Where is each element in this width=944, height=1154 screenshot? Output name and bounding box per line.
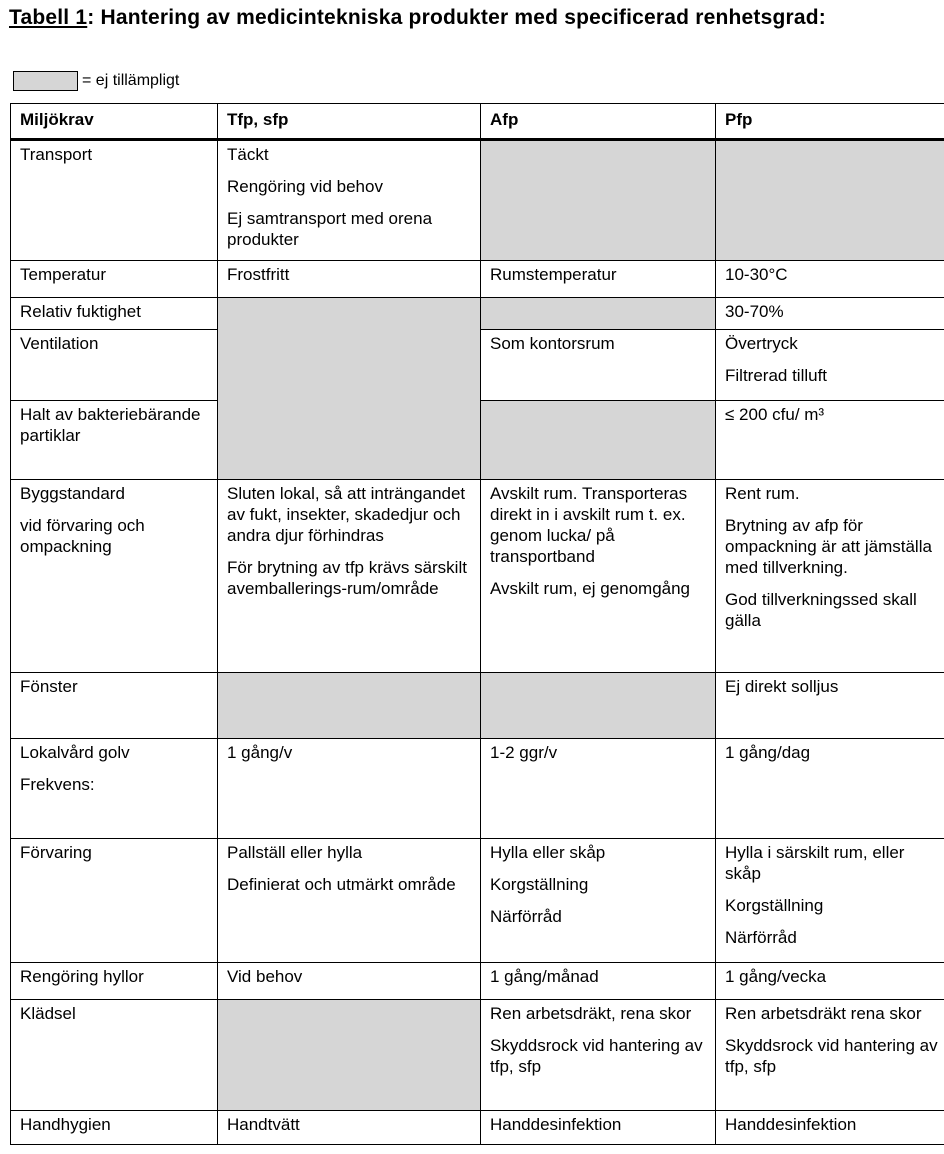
header-afp: Afp xyxy=(481,104,716,140)
cell-afp: Ren arbetsdräkt, rena skor Skyddsrock vid hantering av tfp, sfp xyxy=(481,1000,716,1111)
legend-text: = ej tillämpligt xyxy=(82,72,180,89)
table-row xyxy=(11,1111,944,1145)
row-label: Transport xyxy=(11,140,218,261)
cell-afp: Handdesinfektion xyxy=(481,1111,716,1145)
legend-swatch xyxy=(13,71,78,91)
cell-afp: 1-2 ggr/v xyxy=(481,739,716,839)
table-row xyxy=(11,673,944,739)
cell-tfp: Handtvätt xyxy=(218,1111,481,1145)
table-header-row xyxy=(11,104,944,140)
row-label: Relativ fuktighet xyxy=(11,298,218,330)
cell-pfp: Ren arbetsdräkt rena skor Skyddsrock vid hantering av tfp, sfp xyxy=(716,1000,944,1111)
table-row xyxy=(11,963,944,1000)
row-label: Halt av bakteriebärande partiklar xyxy=(11,401,218,480)
cell-tfp: Täckt Rengöring vid behov Ej samtransport med orena produkter xyxy=(218,140,481,261)
cell-afp: Avskilt rum. Transporteras direkt in i avskilt rum t. ex. genom lucka/ på transportband Avskilt rum, ej genomgång xyxy=(481,480,716,673)
row-label: Rengöring hyllor xyxy=(11,963,218,1000)
cell-pfp: Övertryck Filtrerad tilluft xyxy=(716,330,944,401)
table-row xyxy=(11,839,944,963)
row-label: Handhygien xyxy=(11,1111,218,1145)
cell-afp: Som kontorsrum xyxy=(481,330,716,401)
cell-not-applicable xyxy=(481,140,716,261)
header-tfp-sfp: Tfp, sfp xyxy=(218,104,481,140)
cell-pfp: 10-30°C xyxy=(716,261,944,298)
cell-not-applicable xyxy=(481,298,716,330)
cell-pfp: 1 gång/dag xyxy=(716,739,944,839)
row-label: Temperatur xyxy=(11,261,218,298)
cell-tfp: Sluten lokal, så att inträngandet av fukt, insekter, skadedjur och andra djur förhindras För brytning av tfp krävs särskilt avemballerings-rum/område xyxy=(218,480,481,673)
row-label: Klädsel xyxy=(11,1000,218,1111)
cell-pfp: 1 gång/vecka xyxy=(716,963,944,1000)
cell-afp: Rumstemperatur xyxy=(481,261,716,298)
table-row xyxy=(11,140,944,261)
cell-pfp: 30-70% xyxy=(716,298,944,330)
cell-tfp: Vid behov xyxy=(218,963,481,1000)
table-row xyxy=(11,739,944,839)
cell-pfp: Handdesinfektion xyxy=(716,1111,944,1145)
cell-not-applicable xyxy=(218,673,481,739)
cell-not-applicable xyxy=(481,673,716,739)
cell-pfp: Rent rum. Brytning av afp för ompackning är att jämställa med tillverkning. God tillverkningssed skall gälla xyxy=(716,480,944,673)
cell-pfp: ≤ 200 cfu/ m³ xyxy=(716,401,944,480)
cell-not-applicable xyxy=(218,298,481,480)
table-caption: : Hantering av medicintekniska produkter med specificerad renhetsgrad: xyxy=(87,6,826,29)
cell-tfp: 1 gång/v xyxy=(218,739,481,839)
header-miljokrav: Miljökrav xyxy=(11,104,218,140)
table-row xyxy=(11,261,944,298)
cell-pfp: Ej direkt solljus xyxy=(716,673,944,739)
cell-afp: Hylla eller skåp Korgställning Närförråd xyxy=(481,839,716,963)
table-row xyxy=(11,1000,944,1111)
row-label: Fönster xyxy=(11,673,218,739)
row-label: Lokalvård golv Frekvens: xyxy=(11,739,218,839)
cell-not-applicable xyxy=(716,140,944,261)
row-label: Förvaring xyxy=(11,839,218,963)
table-label: Tabell 1 xyxy=(9,6,88,29)
document-title xyxy=(9,6,939,29)
cell-not-applicable xyxy=(481,401,716,480)
cell-not-applicable xyxy=(218,1000,481,1111)
cell-pfp: Hylla i särskilt rum, eller skåp Korgställning Närförråd xyxy=(716,839,944,963)
table-row xyxy=(11,480,944,673)
header-pfp: Pfp xyxy=(716,104,944,140)
table-row xyxy=(11,298,944,330)
legend xyxy=(13,69,179,93)
cell-tfp: Frostfritt xyxy=(218,261,481,298)
cell-tfp: Pallställ eller hylla Definierat och utmärkt område xyxy=(218,839,481,963)
row-label: Ventilation xyxy=(11,330,218,401)
row-label: Byggstandard vid förvaring och ompackning xyxy=(11,480,218,673)
cell-afp: 1 gång/månad xyxy=(481,963,716,1000)
requirements-table xyxy=(10,103,944,1145)
